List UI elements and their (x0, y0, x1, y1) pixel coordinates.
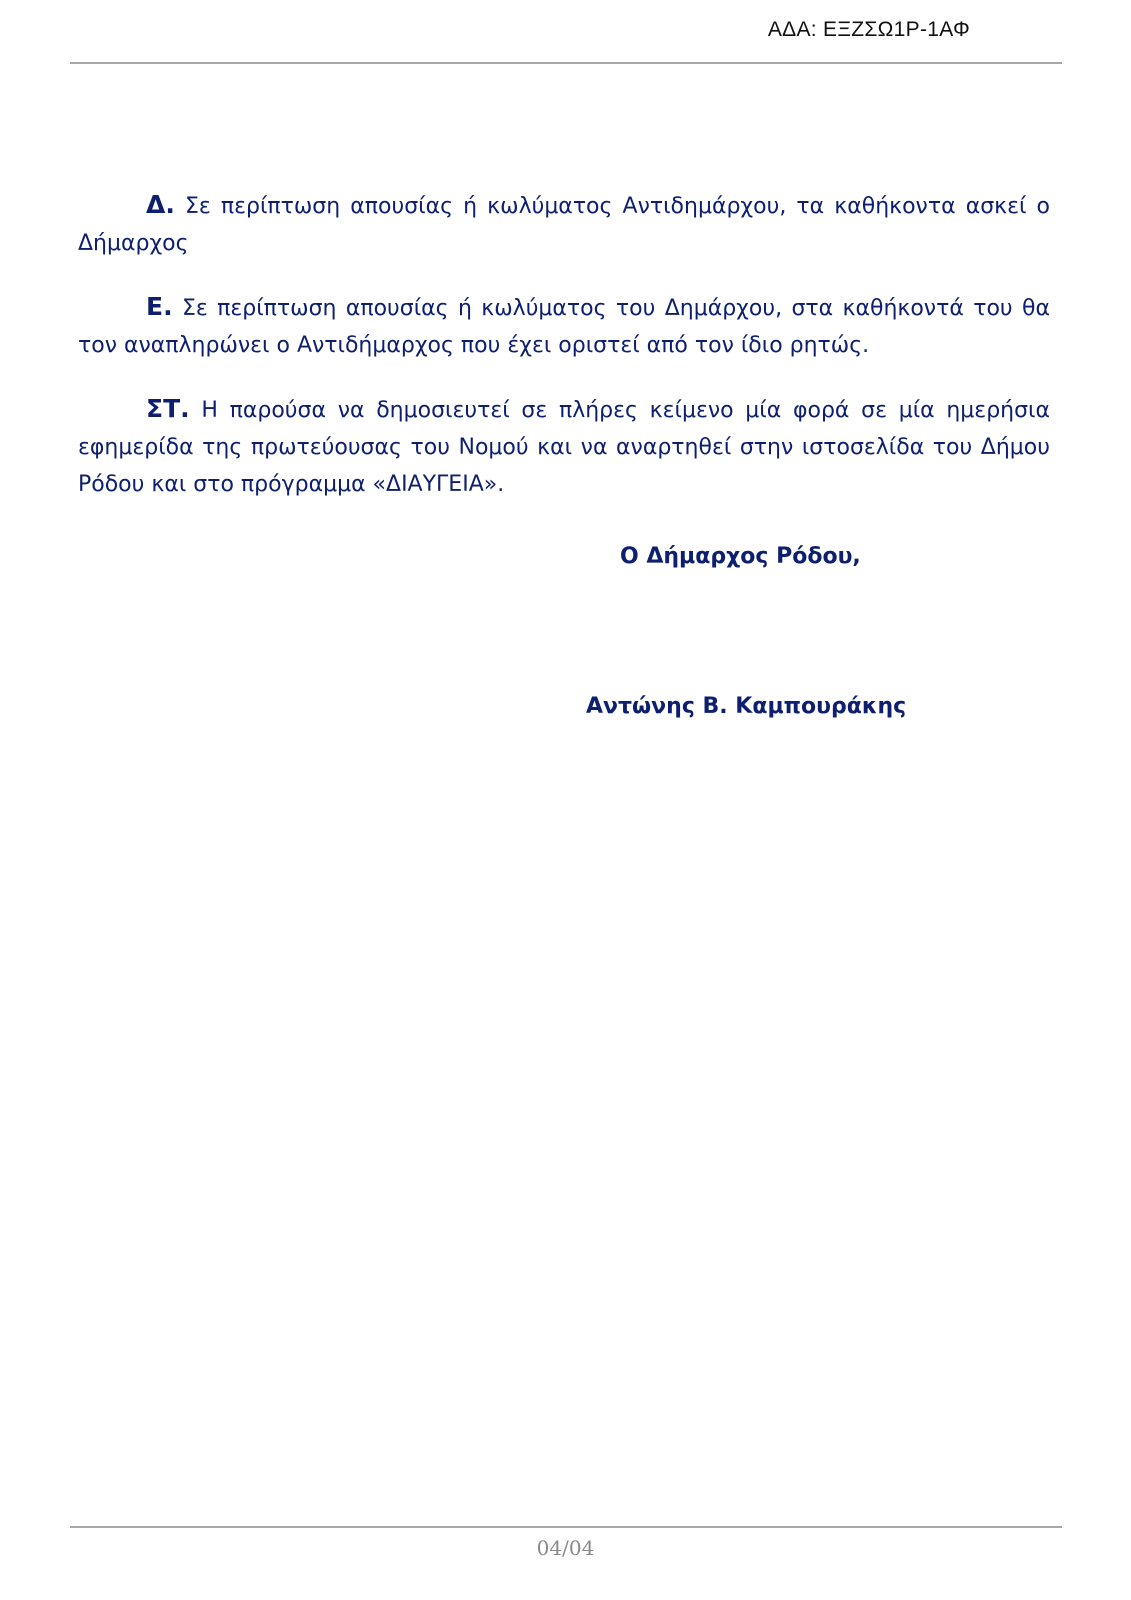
paragraph-text: Σε περίπτωση απουσίας ή κωλύματος του Δημάρχου, στα καθήκοντά του θα τον αναπληρώνει ο Αντιδήμαρχος που έχει οριστεί από τον ίδιο ρητώς. (78, 296, 1050, 358)
paragraph-d (78, 186, 1050, 262)
paragraph-e (78, 288, 1050, 364)
ada-code: ΑΔΑ: ΕΞΖΣΩ1Ρ-1ΑΦ (767, 18, 970, 41)
paragraph-label: ΣΤ. (146, 394, 190, 423)
paragraph-label: Ε. (146, 292, 173, 321)
page-number: 04/04 (536, 1536, 595, 1560)
document-body (78, 186, 1050, 529)
paragraph-label: Δ. (146, 190, 175, 219)
paragraph-text: Η παρούσα να δημοσιευτεί σε πλήρες κείμενο μία φορά σε μία ημερήσια εφημερίδα της πρωτεύουσας του Νομού και να αναρτηθεί στην ιστοσελίδα του Δήμου Ρόδου και στο πρόγραμμα «ΔΙΑΥΓΕΙΑ». (78, 398, 1050, 497)
paragraph-st (78, 390, 1050, 503)
signatory-title: Ο Δήμαρχος Ρόδου, (620, 544, 861, 569)
header-divider (70, 62, 1062, 64)
footer-divider (70, 1526, 1062, 1528)
signatory-name: Αντώνης Β. Καμπουράκης (586, 694, 907, 719)
paragraph-text: Σε περίπτωση απουσίας ή κωλύματος Αντιδημάρχου, τα καθήκοντα ασκεί ο Δήμαρχος (78, 194, 1050, 256)
